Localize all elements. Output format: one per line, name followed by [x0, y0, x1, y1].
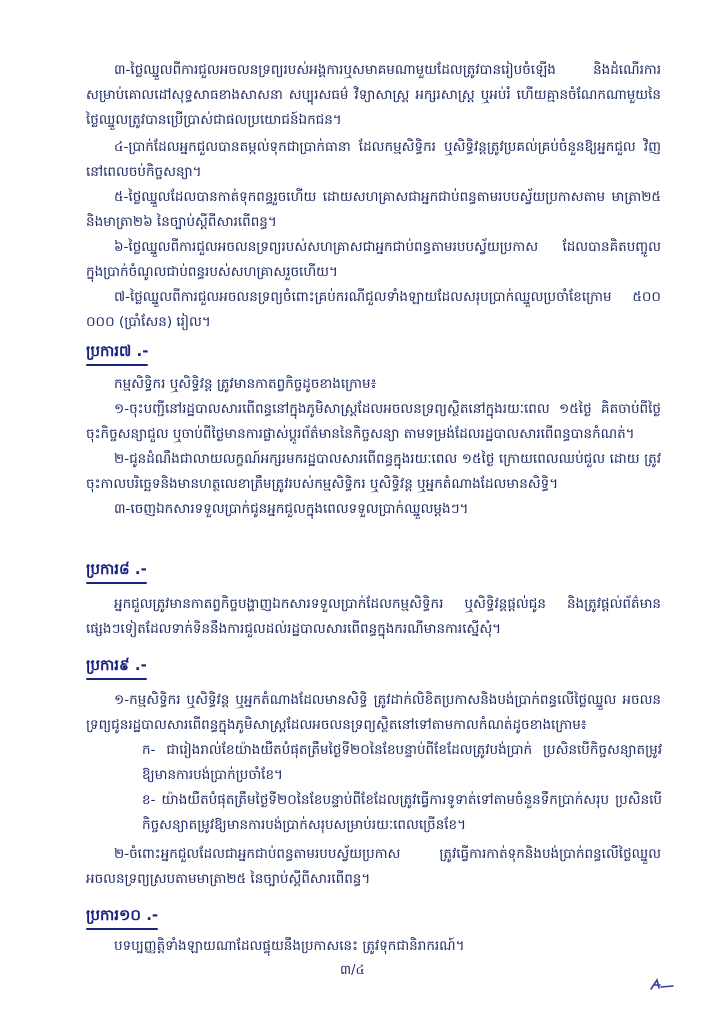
article-10-body: បទប្បញ្ញត្តិទាំងឡាយណាដែលផ្ទុយនឹងប្រកាសនេះ ត្រូវទុកជានិរាករណ៍។	[114, 938, 465, 954]
heading-underline	[86, 582, 147, 584]
article-9-sub-b: ខ- យ៉ាងយឺតបំផុតត្រឹមថ្ងៃទី២០នៃខែបន្ទាប់ពីខែដែលត្រូវធ្វើការទូទាត់ទៅតាមចំនួនទឹកប្រាក់សរុប ប្រសិនបើ កិច្ចសន្យាតម្រូវឱ្យមានការបង់ប្រាក់សរុបសម្រាប់រយៈពេលច្រើនខែ។	[142, 792, 662, 833]
initial-mark-icon	[648, 976, 676, 994]
heading-underline	[86, 678, 147, 680]
article-9-item-2: ២-ចំពោះអ្នកជួលដែលជាអ្នកជាប់ពន្ធតាមរបបស្វ័យប្រកាស ត្រូវធ្វើការកាត់ទុកនិងបង់ប្រាក់ពន្ធលើថ្លៃឈ្នួល អចលនទ្រព្យស្របតាមមាត្រា២៥ នៃច្បាប់ស្តីពីសារពើពន្ធ។	[86, 846, 661, 887]
article-7-title: ប្រការ៧ .-	[86, 342, 149, 360]
paragraph-item-7: ៧-ថ្លៃឈ្នួលពីការជួលអចលនទ្រព្យចំពោះគ្រប់ករណីជួលទាំងឡាយដែលសរុបប្រាក់ឈ្នួលប្រចាំខែក្រោម ៥០០ ០០០ (ប្រាំសែន) រៀល។	[86, 289, 661, 330]
page-number: ៣/៤	[340, 963, 365, 978]
paragraph-item-5: ៥-ថ្លៃឈ្នួលដែលបានកាត់ទុកពន្ធរួចហើយ ដោយសហគ្រាសជាអ្នកជាប់ពន្ធតាមរបបស្វ័យប្រកាសតាម មាត្រា២៥ និងមាត្រា២៦ នៃច្បាប់ស្តីពីសារពើពន្ធ។	[86, 189, 661, 230]
article-9-title: ប្រការ៩ .-	[86, 656, 147, 674]
article-10-title: ប្រការ១០ .-	[86, 906, 159, 924]
article-7-item-3: ៣-ចេញឯកសារទទួលប្រាក់ជូនអ្នកជួលក្នុងពេលទទួលប្រាក់ឈ្នួលម្តងៗ។	[114, 501, 469, 517]
article-7-item-2: ២-ជូនដំណឹងជាលាយលក្ខណ៍អក្សរមករដ្ឋបាលសារពើពន្ធក្នុងរយៈពេល ១៥ថ្ងៃ ក្រោយពេលឈប់ជួល ដោយ ត្រូវចុះកាលបរិច្ឆេទនិងមានហត្ថលេខាត្រឹមត្រូវរបស់កម្មសិទ្ធិករ ឬសិទ្ធិវន្ត ឬអ្នកតំណាងដែលមានសិទ្ធិ។	[86, 451, 661, 492]
article-8-body: អ្នកជួលត្រូវមានកាតព្វកិច្ចបង្ហាញឯកសារទទួលប្រាក់ដែលកម្មសិទ្ធិករ ឬសិទ្ធិវន្តផ្តល់ជូន និងត្រូវផ្តល់ព័ត៌មាន ផ្សេងៗទៀតដែលទាក់ទិននឹងការជួលដល់រដ្ឋបាលសារពើពន្ធក្នុងករណីមានការស្នើសុំ។	[86, 596, 661, 637]
heading-underline	[86, 364, 148, 366]
heading-underline	[86, 928, 158, 930]
article-8-heading	[86, 560, 147, 582]
article-7-intro: កម្មសិទ្ធិករ ឬសិទ្ធិវន្ត ត្រូវមានកាតព្វកិច្ចដូចខាងក្រោម៖	[114, 376, 377, 392]
article-9-sub-a: ក- ជារៀងរាល់ខែយ៉ាងយឺតបំផុតត្រឹមថ្ងៃទី២០នៃខែបន្ទាប់ពីខែដែលត្រូវបង់ប្រាក់ ប្រសិនបើកិច្ចសន្យាតម្រូវ ឱ្យមានការបង់ប្រាក់ប្រចាំខែ។	[142, 742, 662, 783]
paragraph-item-6: ៦-ថ្លៃឈ្នួលពីការជួលអចលនទ្រព្យរបស់សហគ្រាសជាអ្នកជាប់ពន្ធតាមរបបស្វ័យប្រកាស ដែលបានគិតបញ្ចូល ក្នុងប្រាក់ចំណូលជាប់ពន្ធរបស់សហគ្រាសរួចហើយ។	[86, 239, 661, 280]
article-8-title: ប្រការ៨ .-	[86, 560, 147, 578]
article-7-heading	[86, 342, 148, 364]
article-7-item-1: ១-ចុះបញ្ជីនៅរដ្ឋបាលសារពើពន្ធនៅក្នុងភូមិសាស្ត្រដែលអចលនទ្រព្យស្ថិតនៅក្នុងរយៈពេល ១៥ថ្ងៃ គិតចាប់ពីថ្ងៃ ចុះកិច្ចសន្យាជួល ឬចាប់ពីថ្ងៃមានការផ្លាស់ប្តូរព័ត៌មាននៃកិច្ចសន្យា តាមទម្រង់ដែលរដ្ឋបាលសារពើពន្ធបានកំណត់។	[86, 401, 661, 442]
article-10-heading	[86, 906, 158, 928]
article-9-heading	[86, 656, 147, 678]
paragraph-item-3: ៣-ថ្លៃឈ្នួលពីការជួលអចលនទ្រព្យរបស់អង្គការឬសមាគមណាមួយដែលត្រូវបានរៀបចំឡើង និងដំណើរការ សម្រាប់គោលដៅសុទ្ធសាធខាងសាសនា សប្បុរសធម៌ វិទ្យាសាស្ត្រ អក្សរសាស្ត្រ ឬអប់រំ ហើយគ្មានចំណែកណាមួយនៃ ថ្លៃឈ្នួលត្រូវបានប្រើប្រាស់ជាផលប្រយោជន៍ឯកជន។	[86, 62, 661, 128]
paragraph-item-4: ៤-ប្រាក់ដែលអ្នកជួលបានតម្កល់ទុកជាប្រាក់ធានា ដែលកម្មសិទ្ធិករ ឬសិទ្ធិវន្តត្រូវប្រគល់គ្រប់ចំនួនឱ្យអ្នកជួល វិញនៅពេលចប់កិច្ចសន្យា។	[86, 139, 661, 180]
article-9-item-1: ១-កម្មសិទ្ធិករ ឬសិទ្ធិវន្ត ឬអ្នកតំណាងដែលមានសិទ្ធិ ត្រូវដាក់លិខិតប្រកាសនិងបង់ប្រាក់ពន្ធលើថ្លៃឈ្នួល អចលនទ្រព្យជូនរដ្ឋបាលសារពើពន្ធក្នុងភូមិសាស្ត្រដែលអចលនទ្រព្យស្ថិតនៅទៅតាមកាលកំណត់ដូចខាងក្រោម៖	[86, 692, 661, 733]
